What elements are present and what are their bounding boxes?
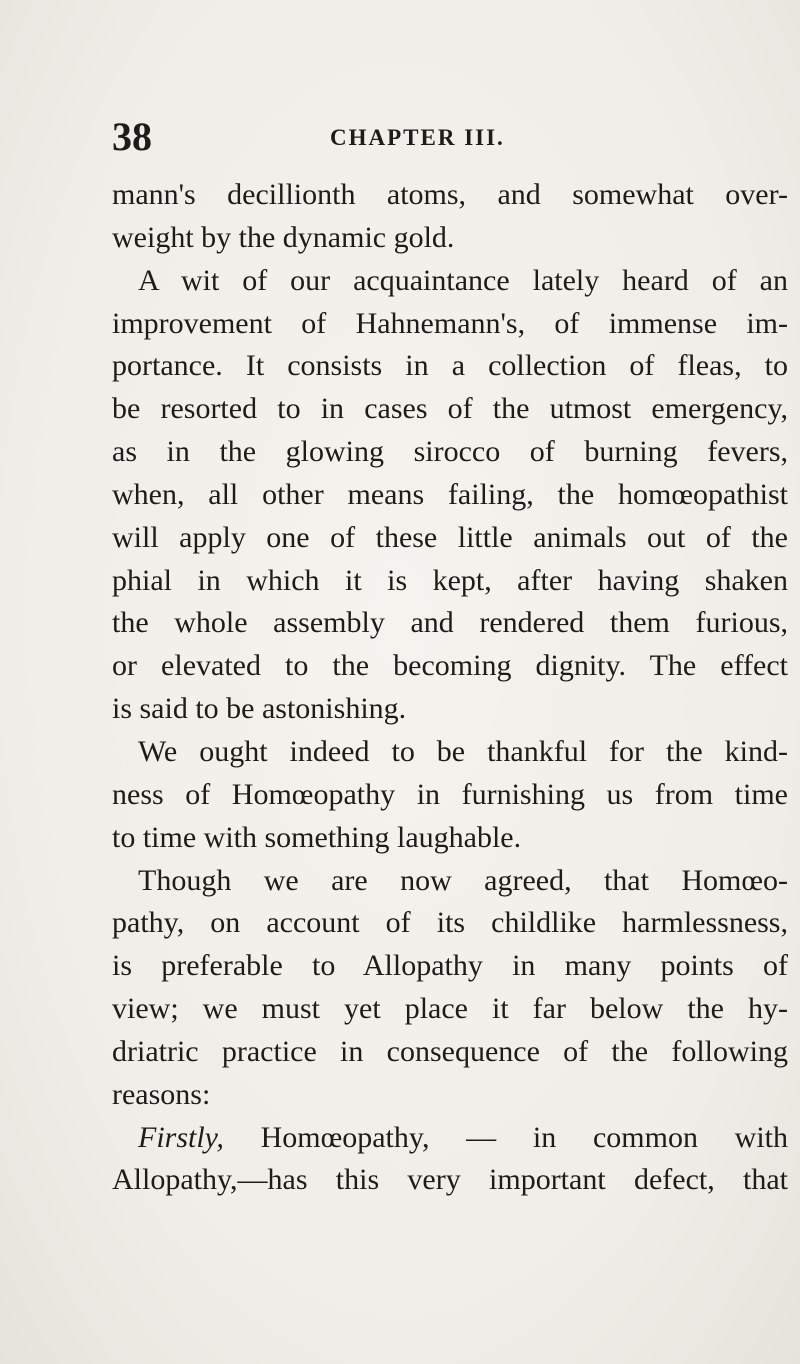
body-text	[112, 174, 788, 1202]
text-line: reasons:	[112, 1077, 211, 1111]
page-header	[112, 112, 772, 162]
text-line: view; we must yet place it far below the hy-	[112, 992, 788, 1026]
text-line: weight by the dynamic gold.	[112, 220, 455, 254]
text-line: ness of Homœopathy in furnishing us from time	[112, 777, 788, 811]
text-line: portance. It consists in a collection of fleas, to	[112, 349, 788, 383]
page-number: 38	[112, 114, 152, 159]
text-line: improvement of Hahnemann's, of immense im-	[112, 306, 788, 340]
text-line: is preferable to Allopathy in many points of	[112, 949, 788, 983]
running-head: CHAPTER III.	[330, 125, 505, 150]
text-line: when, all other means failing, the homœopathist	[112, 477, 788, 511]
text-line: mann's decillionth atoms, and somewhat over-	[112, 178, 788, 211]
paragraph-start-line: A wit of our acquaintance lately heard of an	[138, 263, 788, 297]
text-line: to time with something laughable.	[112, 820, 522, 854]
text-line: phial in which it is kept, after having shaken	[112, 563, 788, 597]
text-line: pathy, on account of its childlike harmlessness,	[112, 906, 788, 940]
line-remainder: Homœopathy, — in common with	[260, 1120, 788, 1154]
paragraph-start-line: We ought indeed to be thankful for the kind-	[138, 734, 788, 768]
text-line: Allopathy,—has this very important defect, that	[112, 1163, 788, 1197]
text-line: as in the glowing sirocco of burning fevers,	[112, 435, 788, 469]
text-line: or elevated to the becoming dignity. The effect	[112, 649, 788, 683]
text-line: will apply one of these little animals out of the	[112, 520, 788, 554]
text-line: the whole assembly and rendered them furious,	[112, 606, 788, 640]
firstly-word: Firstly,	[138, 1120, 224, 1154]
paragraph-start-line: Though we are now agreed, that Homœo-	[138, 863, 788, 897]
text-line: be resorted to in cases of the utmost emergency,	[112, 392, 788, 426]
text-line: is said to be astonishing.	[112, 692, 407, 726]
text-line: driatric practice in consequence of the following	[112, 1034, 788, 1068]
paragraph-start-line	[112, 1117, 788, 1160]
